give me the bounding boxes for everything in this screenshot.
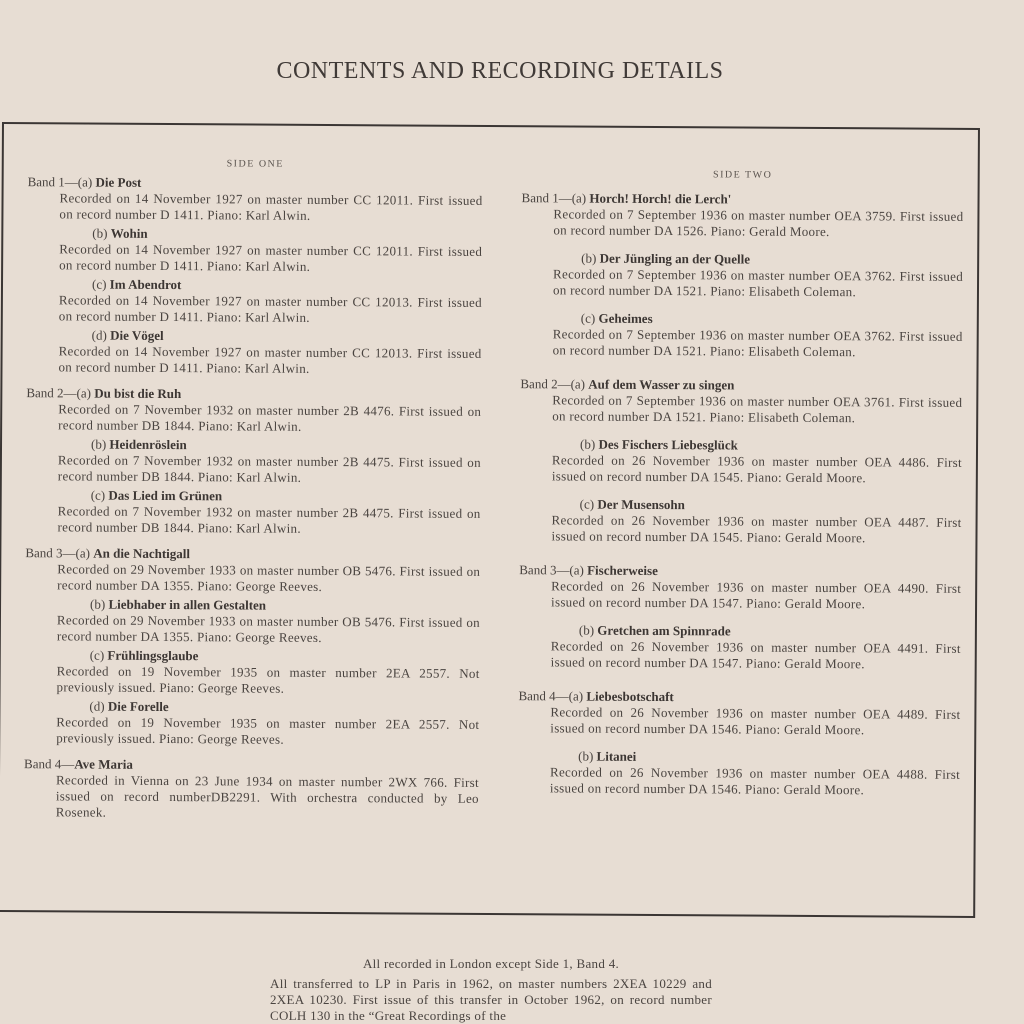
recording-detail: Recorded on 14 November 1927 on master number CC 12013. First issued on record number D 1411. Piano: Karl Alwin.	[58, 343, 482, 376]
band-prefix: Band 3—(a)	[25, 545, 94, 561]
recording-detail: Recorded on 14 November 1927 on master number CC 12011. First issued on record number D 1411. Piano: Karl Alwin.	[59, 190, 483, 223]
footer-notes	[270, 956, 712, 1024]
recording-detail: Recorded on 26 November 1936 on master number OEA 4488. First issued on record number DA 1546. Piano: Gerald Moore.	[549, 764, 961, 798]
song-title: Auf dem Wasser zu singen	[588, 376, 735, 393]
recording-entry	[521, 190, 963, 241]
page-title: CONTENTS AND RECORDING DETAILS	[276, 58, 724, 84]
contents-box	[0, 122, 980, 918]
recording-detail: Recorded on 14 November 1927 on master number CC 12011. First issued on record number D 1411. Piano: Karl Alwin.	[59, 241, 483, 274]
song-title: An die Nachtigall	[93, 545, 191, 562]
song-title: Im Abendrot	[109, 276, 182, 293]
recording-entry	[24, 756, 479, 823]
band-prefix: (c)	[91, 276, 110, 292]
recording-entry	[518, 688, 960, 739]
song-title: Gretchen am Spinnrade	[597, 622, 731, 639]
song-title: Liebesbotschaft	[586, 688, 674, 705]
band-prefix: (b)	[90, 596, 109, 612]
song-title: Du bist die Ruh	[94, 385, 182, 402]
song-title: Der Jüngling an der Quelle	[599, 250, 751, 267]
band-prefix: (c)	[579, 496, 598, 512]
band-prefix: (b)	[581, 250, 600, 266]
band-prefix: Band 3—(a)	[519, 562, 588, 578]
recording-entry	[519, 622, 961, 673]
band-prefix: (b)	[579, 436, 599, 452]
side-two-column	[518, 127, 964, 817]
song-title: Die Post	[95, 174, 142, 190]
recording-detail: Recorded on 29 November 1933 on master number OB 5476. First issued on record number DA 1355. Piano: George Reeves.	[56, 612, 480, 645]
side-one-column	[24, 124, 483, 833]
song-title: Liebhaber in allen Gestalten	[108, 596, 267, 613]
song-title: Geheimes	[598, 310, 653, 326]
recording-detail: Recorded on 7 November 1932 on master number 2B 4475. First issued on record number DB 1844. Piano: Karl Alwin.	[57, 452, 481, 485]
band-prefix: Band 4—	[24, 756, 75, 772]
band-prefix: Band 2—(a)	[26, 385, 95, 401]
band-block	[519, 562, 962, 673]
recording-detail: Recorded on 7 September 1936 on master number OEA 3762. First issued on record number DA 1521. Piano: Elisabeth Coleman.	[552, 326, 963, 360]
band-block	[25, 385, 481, 538]
recording-entry	[27, 276, 482, 327]
recording-entry	[26, 436, 481, 487]
recording-detail: Recorded on 7 November 1932 on master number 2B 4475. First issued on record number DB 1844. Piano: Karl Alwin.	[57, 503, 481, 536]
recording-entry	[518, 748, 960, 799]
recording-detail: Recorded in Vienna on 23 June 1934 on master number 2WX 766. First issued on record numberDB2291. With orchestra conducted by Leo Rosenek.	[55, 772, 480, 820]
recording-detail: Recorded on 26 November 1936 on master number OEA 4486. First issued on record number DA 1545. Piano: Gerald Moore.	[551, 452, 962, 486]
side-two-bands	[518, 190, 964, 799]
song-title: Fischerweise	[587, 562, 658, 579]
band-prefix: (b)	[578, 748, 597, 764]
recording-detail: Recorded on 7 September 1936 on master number OEA 3762. First issued on record number DA 1521. Piano: Elisabeth Coleman.	[552, 266, 964, 300]
band-prefix: (c)	[90, 487, 109, 503]
recording-detail: Recorded on 19 November 1935 on master number 2EA 2557. Not previously issued. Piano: George Reeves.	[56, 663, 480, 696]
recording-detail: Recorded on 26 November 1936 on master number OEA 4491. First issued on record number DA 1547. Piano: Gerald Moore.	[550, 638, 961, 672]
band-prefix: (c)	[89, 647, 108, 663]
band-prefix: Band 4—(a)	[518, 688, 587, 704]
song-title: Des Fischers Liebesglück	[598, 436, 738, 453]
recording-entry	[25, 545, 480, 596]
recording-detail: Recorded on 7 September 1936 on master number OEA 3761. First issued on record number DA 1521. Piano: Elisabeth Coleman.	[552, 392, 963, 426]
recording-entry	[26, 385, 481, 436]
song-title: Die Vögel	[110, 327, 164, 343]
side-two-heading: SIDE TWO	[713, 169, 773, 181]
recording-entry	[24, 647, 479, 698]
recording-entry	[27, 225, 482, 276]
song-title: Das Lied im Grünen	[108, 487, 223, 504]
band-block	[24, 545, 480, 749]
band-prefix: Band 1—(a)	[27, 174, 96, 190]
recording-entry	[521, 250, 963, 301]
band-prefix: (c)	[580, 310, 599, 326]
song-title: Der Musensohn	[597, 496, 685, 513]
song-title: Wohin	[110, 225, 148, 241]
song-title: Horch! Horch! die Lerch'	[589, 190, 732, 207]
recording-entry	[521, 310, 963, 361]
recording-detail: Recorded on 7 November 1932 on master number 2B 4476. First issued on record number DB 1844. Piano: Karl Alwin.	[58, 401, 482, 434]
band-prefix: (b)	[578, 622, 598, 638]
recording-detail: Recorded on 26 November 1936 on master number OEA 4490. First issued on record number DA 1547. Piano: Gerald Moore.	[551, 578, 962, 612]
recording-detail: Recorded on 7 September 1936 on master number OEA 3759. First issued on record number DA 1526. Piano: Gerald Moore.	[553, 206, 964, 240]
side-one-bands	[24, 174, 483, 823]
recording-entry	[519, 562, 961, 613]
band-block	[26, 174, 482, 378]
recording-entry	[520, 376, 962, 427]
recording-entry	[520, 436, 962, 487]
band-block	[521, 190, 964, 361]
song-title: Heidenröslein	[109, 436, 187, 453]
recording-entry	[26, 327, 481, 378]
recording-entry	[25, 596, 480, 647]
recording-detail: Recorded on 29 November 1933 on master number OB 5476. First issued on record number DA 1355. Piano: George Reeves.	[57, 561, 481, 594]
song-title: Ave Maria	[74, 756, 133, 772]
recording-detail: Recorded on 26 November 1936 on master number OEA 4487. First issued on record number DA 1545. Piano: Gerald Moore.	[551, 512, 962, 546]
song-title: Litanei	[596, 748, 637, 764]
band-block	[518, 688, 961, 799]
song-title: Die Forelle	[107, 698, 169, 715]
song-title: Frühlingsglaube	[107, 647, 199, 664]
band-prefix: Band 1—(a)	[521, 190, 590, 206]
band-prefix: (b)	[90, 436, 110, 452]
recording-entry	[25, 487, 480, 538]
band-prefix: (d)	[91, 327, 111, 343]
band-prefix: (d)	[89, 698, 108, 714]
footer-line-1: All recorded in London except Side 1, Band 4.	[362, 956, 620, 971]
band-prefix: Band 2—(a)	[520, 376, 589, 392]
side-one-heading: SIDE ONE	[226, 158, 284, 170]
recording-entry	[519, 496, 961, 547]
band-prefix: (b)	[92, 225, 111, 241]
recording-detail: Recorded on 14 November 1927 on master number CC 12013. First issued on record number D 1411. Piano: Karl Alwin.	[58, 292, 482, 325]
footer-line-2: All transferred to LP in Paris in 1962, on master numbers 2XEA 10229 and 2XEA 10230. First issue of this transfer in October 1962, on record number COLH 130 in the “Great Recordings of the	[270, 976, 712, 1023]
band-block	[24, 756, 479, 823]
recording-entry	[24, 698, 479, 749]
recording-detail: Recorded on 19 November 1935 on master number 2EA 2557. Not previously issued. Piano: George Reeves.	[56, 714, 480, 747]
recording-detail: Recorded on 26 November 1936 on master number OEA 4489. First issued on record number DA 1546. Piano: Gerald Moore.	[550, 704, 961, 738]
recording-entry	[27, 174, 482, 225]
band-block	[519, 376, 962, 547]
